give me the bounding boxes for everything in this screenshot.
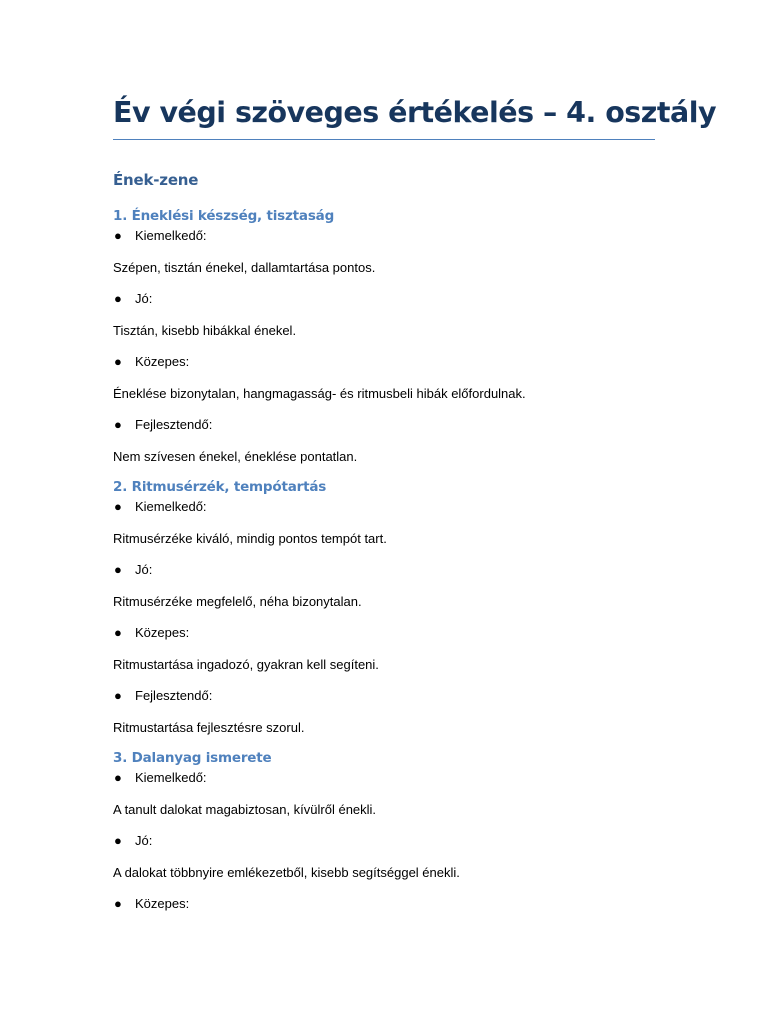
subject-heading: Ének-zene [113, 171, 199, 189]
criterion-heading: 2. Ritmusérzék, tempótartás [113, 479, 327, 495]
level-description: Éneklése bizonytalan, hangmagasság- és ritmusbeli hibák előfordulnak. [113, 386, 526, 401]
bullet-icon: ● [114, 499, 122, 514]
level-label: Fejlesztendő: [135, 417, 213, 432]
level-label: Kiemelkedő: [135, 228, 207, 243]
bullet-icon: ● [114, 688, 122, 703]
criterion-section-repertoire [113, 748, 655, 914]
level-description: Ritmusérzéke megfelelő, néha bizonytalan. [113, 594, 362, 609]
level-label: Jó: [135, 833, 153, 848]
level-label: Jó: [135, 291, 153, 306]
level-label: Fejlesztendő: [135, 688, 213, 703]
list-item [113, 894, 655, 914]
list-item [113, 686, 655, 706]
bullet-icon: ● [114, 770, 122, 785]
level-description: Ritmusérzéke kiváló, mindig pontos tempót tart. [113, 531, 387, 546]
list-item [113, 497, 655, 517]
criterion-heading: 1. Éneklési készség, tisztaság [113, 208, 335, 224]
level-label: Közepes: [135, 896, 190, 911]
level-description: A tanult dalokat magabiztosan, kívülről énekli. [113, 802, 377, 817]
level-label: Kiemelkedő: [135, 499, 207, 514]
criterion-heading: 3. Dalanyag ismerete [113, 750, 272, 766]
list-item [113, 352, 655, 372]
level-label: Közepes: [135, 354, 190, 369]
bullet-icon: ● [114, 291, 122, 306]
criterion-section-rhythm [113, 477, 655, 738]
document-content [113, 93, 717, 914]
document-title: Év végi szöveges értékelés – 4. osztály [113, 93, 655, 140]
bullet-icon: ● [114, 562, 122, 577]
bullet-icon: ● [114, 417, 122, 432]
level-description: Nem szívesen énekel, éneklése pontatlan. [113, 449, 358, 464]
list-item [113, 226, 655, 246]
bullet-icon: ● [114, 833, 122, 848]
level-label: Közepes: [135, 625, 190, 640]
level-label: Kiemelkedő: [135, 770, 207, 785]
bullet-icon: ● [114, 625, 122, 640]
list-item [113, 768, 655, 788]
bullet-icon: ● [114, 896, 122, 911]
list-item [113, 415, 655, 435]
level-description: Szépen, tisztán énekel, dallamtartása pontos. [113, 260, 376, 275]
list-item [113, 831, 655, 851]
list-item [113, 560, 655, 580]
level-description: A dalokat többnyire emlékezetből, kisebb segítséggel énekli. [113, 865, 460, 880]
level-description: Ritmustartása fejlesztésre szorul. [113, 720, 305, 735]
level-label: Jó: [135, 562, 153, 577]
bullet-icon: ● [114, 228, 122, 243]
level-description: Ritmustartása ingadozó, gyakran kell segíteni. [113, 657, 379, 672]
level-description: Tisztán, kisebb hibákkal énekel. [113, 323, 297, 338]
list-item [113, 289, 655, 309]
criterion-section-singing [113, 206, 655, 467]
list-item [113, 623, 655, 643]
bullet-icon: ● [114, 354, 122, 369]
